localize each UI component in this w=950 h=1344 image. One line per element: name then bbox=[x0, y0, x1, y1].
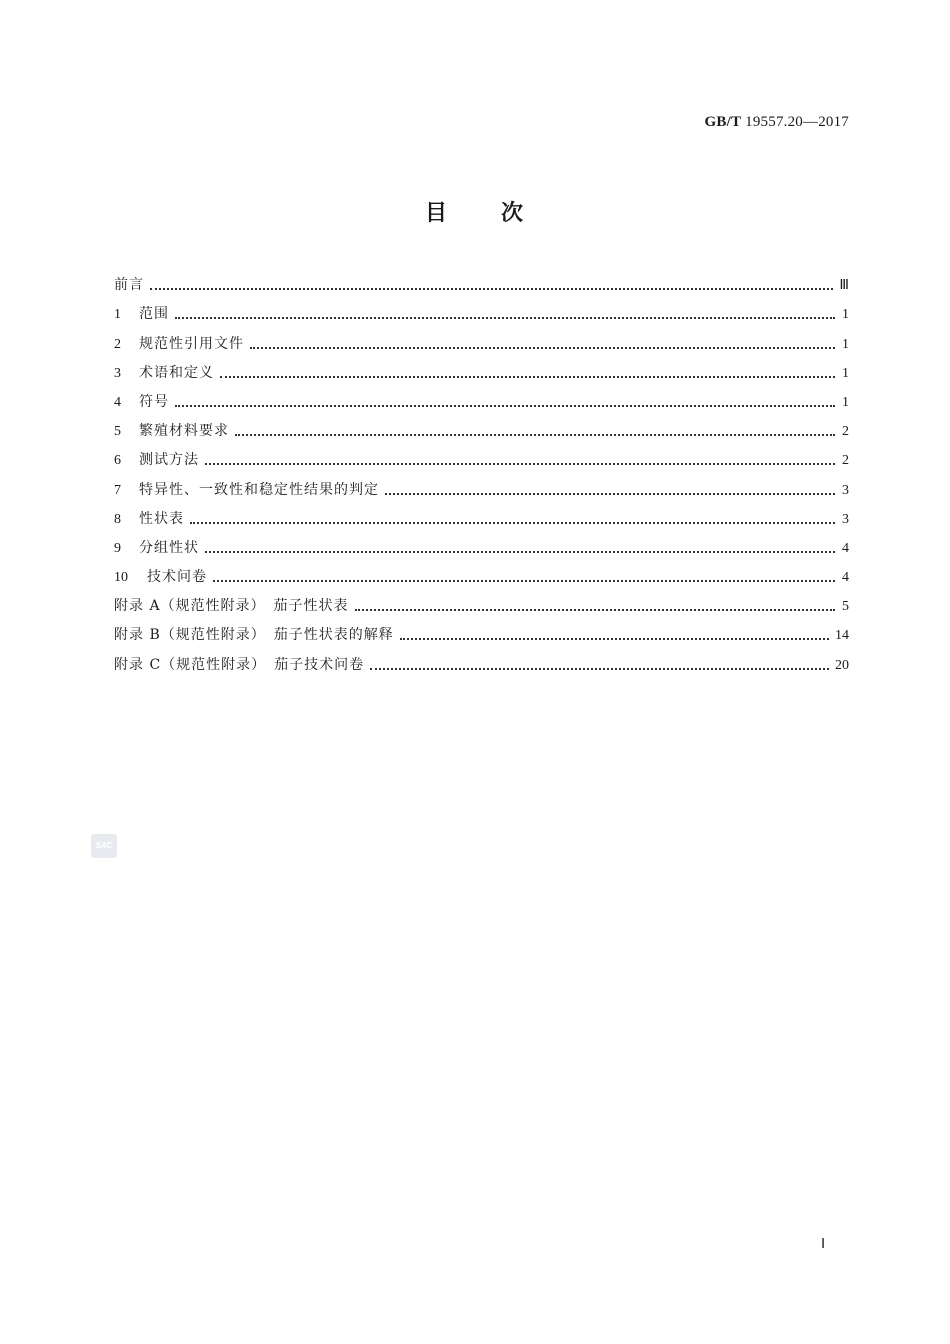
toc-page-number: 1 bbox=[842, 307, 849, 323]
toc-entry-3[interactable] bbox=[114, 359, 849, 388]
standard-prefix: GB/T bbox=[704, 114, 742, 130]
toc-entry-1[interactable] bbox=[114, 300, 849, 329]
toc-entry-label: 前言 bbox=[114, 277, 144, 294]
toc-leader bbox=[220, 359, 835, 388]
toc-page-number: 3 bbox=[842, 511, 849, 527]
toc-entry-label: 技术问卷 bbox=[147, 569, 207, 586]
toc-page-number: 1 bbox=[842, 336, 849, 352]
page-folio: Ⅰ bbox=[821, 1237, 826, 1252]
toc-entry-label: 规范性引用文件 bbox=[139, 335, 244, 352]
toc-leader bbox=[400, 621, 829, 650]
table-of-contents bbox=[114, 271, 849, 680]
toc-entry-appendix-a[interactable] bbox=[114, 592, 849, 621]
toc-page-number: 2 bbox=[842, 424, 849, 440]
toc-page-number: 4 bbox=[842, 570, 849, 586]
toc-leader bbox=[385, 476, 835, 505]
toc-entry-label: 测试方法 bbox=[139, 452, 199, 469]
toc-entry-label: 术语和定义 bbox=[139, 364, 214, 381]
toc-entry-label: 繁殖材料要求 bbox=[139, 423, 229, 440]
sac-watermark-logo: SAC bbox=[91, 834, 117, 858]
toc-entry-label: 特异性、一致性和稳定性结果的判定 bbox=[139, 481, 379, 498]
toc-entry-6[interactable] bbox=[114, 446, 849, 475]
toc-leader bbox=[205, 446, 835, 475]
toc-page-number: 2 bbox=[842, 453, 849, 469]
toc-entry-number: 3 bbox=[114, 365, 121, 381]
toc-entry-label: 附录 A（规范性附录） 茄子性状表 bbox=[114, 598, 349, 615]
title-part-1: 目 bbox=[424, 201, 449, 226]
toc-page-number: 14 bbox=[835, 628, 849, 644]
toc-leader bbox=[213, 563, 835, 592]
toc-entry-label: 附录 B（规范性附录） 茄子性状表的解释 bbox=[114, 627, 394, 644]
toc-page-number: 4 bbox=[842, 540, 849, 556]
page-title bbox=[0, 196, 950, 227]
title-part-2: 次 bbox=[501, 201, 526, 226]
toc-entry-number: 1 bbox=[114, 307, 121, 323]
toc-leader bbox=[190, 505, 835, 534]
toc-entry-appendix-b[interactable] bbox=[114, 621, 849, 650]
toc-entry-number: 9 bbox=[114, 540, 121, 556]
toc-leader bbox=[150, 271, 833, 300]
toc-entry-label: 附录 C（规范性附录） 茄子技术问卷 bbox=[114, 656, 365, 673]
toc-leader bbox=[235, 417, 835, 446]
toc-entry-label: 性状表 bbox=[139, 510, 184, 527]
toc-entry-number: 4 bbox=[114, 394, 121, 410]
toc-page-number: 1 bbox=[842, 365, 849, 381]
toc-entry-number: 10 bbox=[114, 570, 128, 586]
toc-leader bbox=[355, 592, 835, 621]
toc-entry-label: 符号 bbox=[139, 393, 169, 410]
toc-page-number: 3 bbox=[842, 482, 849, 498]
toc-page-number: 1 bbox=[842, 394, 849, 410]
toc-leader bbox=[250, 330, 835, 359]
toc-page-number: 20 bbox=[835, 657, 849, 673]
toc-page-number: 5 bbox=[842, 599, 849, 615]
toc-leader bbox=[205, 534, 835, 563]
toc-entry-appendix-c[interactable] bbox=[114, 650, 849, 679]
toc-entry-number: 6 bbox=[114, 453, 121, 469]
toc-entry-5[interactable] bbox=[114, 417, 849, 446]
toc-entry-number: 8 bbox=[114, 511, 121, 527]
toc-leader bbox=[370, 651, 829, 680]
toc-entry-4[interactable] bbox=[114, 388, 849, 417]
toc-entry-label: 范围 bbox=[139, 306, 169, 323]
toc-entry-number: 2 bbox=[114, 336, 121, 352]
toc-entry-label: 分组性状 bbox=[139, 539, 199, 556]
toc-leader bbox=[175, 300, 835, 329]
toc-entry-number: 7 bbox=[114, 482, 121, 498]
toc-entry-8[interactable] bbox=[114, 505, 849, 534]
toc-entry-2[interactable] bbox=[114, 329, 849, 358]
standard-number: 19557.20—2017 bbox=[745, 114, 849, 130]
standard-code bbox=[705, 114, 849, 131]
toc-entry-number: 5 bbox=[114, 424, 121, 440]
toc-entry-7[interactable] bbox=[114, 475, 849, 504]
toc-page-number: Ⅲ bbox=[839, 278, 849, 294]
toc-leader bbox=[175, 388, 835, 417]
toc-entry-foreword[interactable] bbox=[114, 271, 849, 300]
toc-entry-10[interactable] bbox=[114, 563, 849, 592]
toc-entry-9[interactable] bbox=[114, 534, 849, 563]
